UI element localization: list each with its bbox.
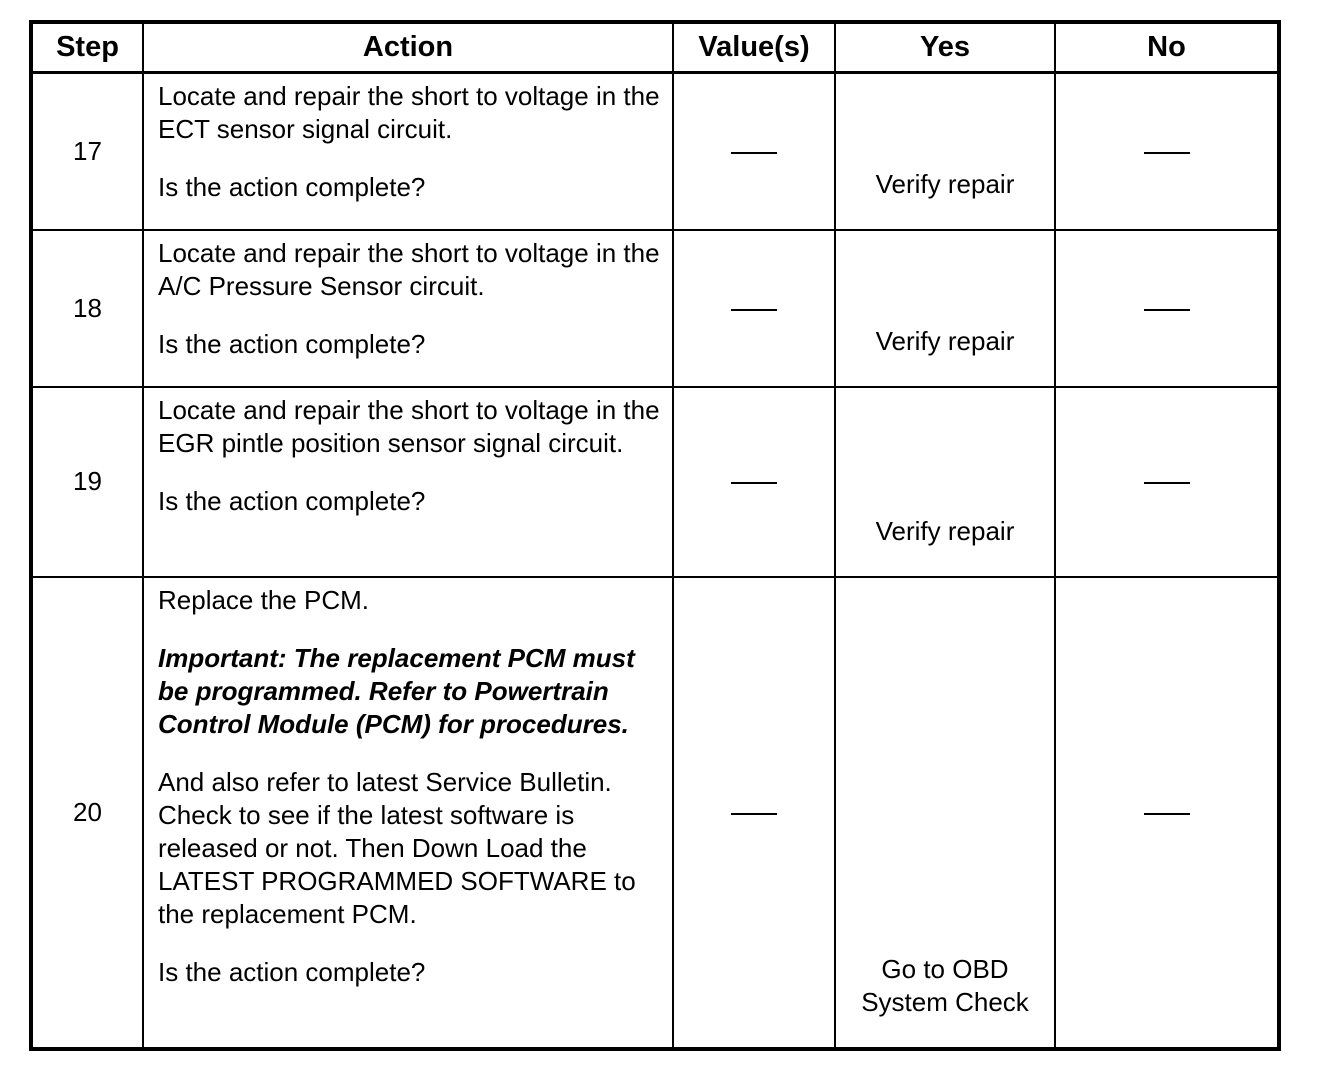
action-cell bbox=[143, 73, 673, 230]
action-cell bbox=[143, 387, 673, 577]
important-note: Important: The replacement PCM must be programmed. Refer to Powertrain Control Module (PCM) for procedures. bbox=[158, 642, 635, 739]
yes-cell bbox=[835, 577, 1055, 1050]
action-question: Is the action complete? bbox=[158, 485, 426, 516]
action-text: Replace the PCM. bbox=[158, 584, 369, 615]
no-dash bbox=[1144, 309, 1190, 311]
values-cell bbox=[673, 387, 835, 577]
values-dash bbox=[731, 309, 777, 311]
yes-result-line2: System Check bbox=[861, 987, 1029, 1017]
yes-cell bbox=[835, 73, 1055, 230]
yes-result: Verify repair bbox=[875, 168, 1015, 199]
action-cell bbox=[143, 577, 673, 1050]
header-yes: Yes bbox=[835, 22, 1055, 73]
values-dash bbox=[731, 482, 777, 484]
action-text: Locate and repair the short to voltage in the A/C Pressure Sensor circuit. bbox=[158, 237, 660, 301]
header-row bbox=[31, 22, 1279, 73]
no-cell bbox=[1055, 73, 1279, 230]
yes-cell bbox=[835, 230, 1055, 387]
action-text: Locate and repair the short to voltage in the EGR pintle position sensor signal circuit. bbox=[158, 394, 660, 458]
yes-result: Verify repair bbox=[875, 515, 1015, 546]
values-cell bbox=[673, 73, 835, 230]
no-dash bbox=[1144, 152, 1190, 154]
yes-result: Verify repair bbox=[875, 325, 1015, 356]
action-text: Locate and repair the short to voltage in the ECT sensor signal circuit. bbox=[158, 81, 660, 144]
step-number: 19 bbox=[31, 387, 143, 577]
step-number: 20 bbox=[31, 577, 143, 1050]
action-question: Is the action complete? bbox=[158, 172, 426, 202]
no-cell bbox=[1055, 387, 1279, 577]
action-cell bbox=[143, 230, 673, 387]
table-row bbox=[31, 73, 1279, 230]
step-number: 18 bbox=[31, 230, 143, 387]
no-dash bbox=[1144, 813, 1190, 815]
service-bulletin-note: And also refer to latest Service Bulletin. Check to see if the latest software is released or not. Then Down Load the LATEST PROGRAMMED SOFTWARE to the replacement PCM. bbox=[158, 766, 636, 929]
header-action: Action bbox=[143, 22, 673, 73]
header-values: Value(s) bbox=[673, 22, 835, 73]
values-dash bbox=[731, 813, 777, 815]
no-cell bbox=[1055, 577, 1279, 1050]
table-row bbox=[31, 577, 1279, 1050]
yes-cell bbox=[835, 387, 1055, 577]
step-number: 17 bbox=[31, 73, 143, 230]
header-step: Step bbox=[31, 22, 143, 73]
action-question: Is the action complete? bbox=[158, 328, 426, 359]
header-no: No bbox=[1055, 22, 1279, 73]
action-question: Is the action complete? bbox=[158, 956, 426, 987]
table-row bbox=[31, 387, 1279, 577]
values-cell bbox=[673, 230, 835, 387]
diagnostic-table bbox=[29, 20, 1281, 1051]
no-cell bbox=[1055, 230, 1279, 387]
no-dash bbox=[1144, 482, 1190, 484]
yes-result-line1: Go to OBD bbox=[881, 954, 1009, 984]
table-row bbox=[31, 230, 1279, 387]
values-dash bbox=[731, 152, 777, 154]
values-cell bbox=[673, 577, 835, 1050]
